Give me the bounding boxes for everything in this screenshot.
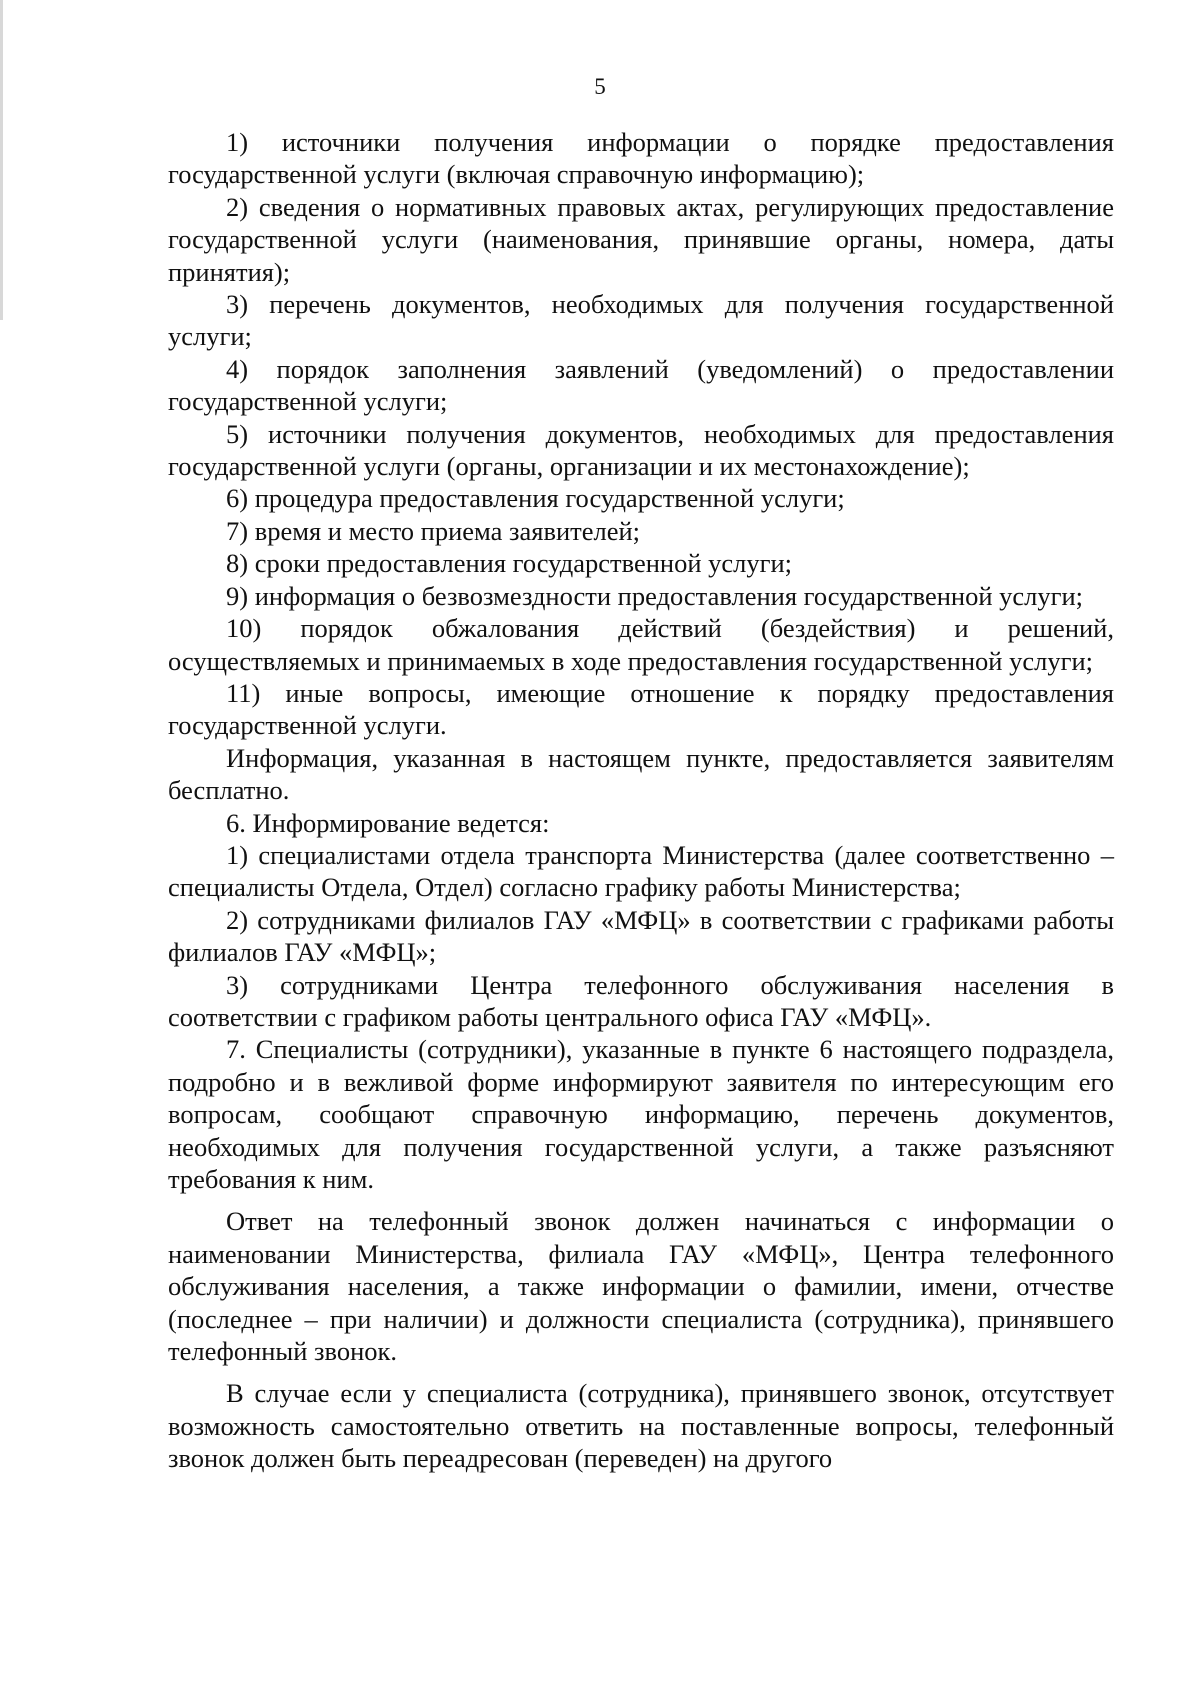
call-redirect-paragraph: В случае если у специалиста (сотрудника), принявшего звонок, отсутствует возможность самостоятельно ответить на поставленные вопросы, телефонный звонок должен быть переадресован (переведен) на другого xyxy=(168,1378,1114,1474)
clause-6-heading: 6. Информирование ведется: xyxy=(226,807,550,838)
free-of-charge-paragraph: Информация, указанная в настоящем пункте, предоставляется заявителям бесплатно. xyxy=(168,742,1114,806)
list-item-2: 2) сведения о нормативных правовых актах, регулирующих предоставление государственной услуги (наименования, принявшие органы, номера, даты принятия); xyxy=(168,191,1114,287)
list-item-11: 11) иные вопросы, имеющие отношение к порядку предоставления государственной услуги. xyxy=(168,677,1114,741)
list-item-4: 4) порядок заполнения заявлений (уведомлений) о предоставлении государственной услуги; xyxy=(168,353,1114,417)
list-item-1: 1) источники получения информации о порядке предоставления государственной услуги (включая справочную информацию); xyxy=(168,127,1114,190)
phone-answer-paragraph: Ответ на телефонный звонок должен начинаться с информации о наименовании Министерства, филиала ГАУ «МФЦ», Центра телефонного обслуживания населения, а также информации о фамилии, имени, отчестве (последнее – при наличии) и должности специалиста (сотрудника), принявшего телефонный звонок. xyxy=(168,1206,1114,1367)
list-item-3: 3) перечень документов, необходимых для получения государственной услуги; xyxy=(168,289,1114,352)
list-item-6: 6) процедура предоставления государственной услуги; xyxy=(226,483,845,514)
clause-6-item-1: 1) специалистами отдела транспорта Министерства (далее соответственно – специалисты Отдела, Отдел) согласно графику работы Министерства; xyxy=(168,839,1114,903)
list-item-9: 9) информация о безвозмездности предоставления государственной услуги; xyxy=(226,580,1084,611)
page-number: 5 xyxy=(594,74,606,99)
list-item-8: 8) сроки предоставления государственной услуги; xyxy=(226,548,793,579)
document-body xyxy=(168,126,1114,1475)
scan-edge-artifact xyxy=(0,0,3,320)
list-item-5: 5) источники получения документов, необходимых для предоставления государственной услуги (органы, организации и их местонахождение); xyxy=(168,418,1114,482)
clause-6-item-3: 3) сотрудниками Центра телефонного обслуживания населения в соответствии с графиком работы центрального офиса ГАУ «МФЦ». xyxy=(168,969,1114,1032)
clause-7-paragraph: 7. Специалисты (сотрудники), указанные в пункте 6 настоящего подраздела, подробно и в вежливой форме информируют заявителя по интересующим его вопросам, сообщают справочную информацию, перечень документов, необходимых для получения государственной услуги, а также разъясняют требования к ним. xyxy=(168,1034,1114,1194)
list-item-10: 10) порядок обжалования действий (бездействия) и решений, осуществляемых и принимаемых в ходе предоставления государственной услуги; xyxy=(168,613,1114,676)
clause-6-item-2: 2) сотрудниками филиалов ГАУ «МФЦ» в соответствии с графиками работы филиалов ГАУ «МФЦ»; xyxy=(168,904,1114,968)
list-item-7: 7) время и место приема заявителей; xyxy=(226,515,641,546)
